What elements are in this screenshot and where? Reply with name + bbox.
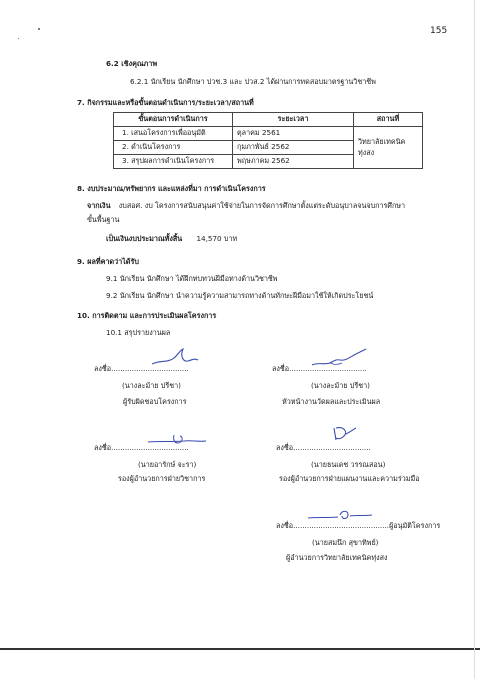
signature-line: ลงชื่อ..................................	[272, 364, 367, 373]
budget-total	[106, 234, 237, 243]
expected-result-item: 9.2 นักเรียน นักศึกษา นำความรู้ความสามารถทางด้านทักษะฝีมือมาใช้ให้เกิดประโยชน์	[106, 291, 374, 300]
signatory-title: รองผู้อำนวยการฝ่ายแผนงานและความร่วมมือ	[279, 474, 420, 483]
budget-total-label: เป็นเงินงบประมาณทั้งสิ้น	[106, 234, 183, 243]
section-8-heading: 8. งบประมาณ/ทรัพยากร และแหล่งที่มา การดำเนินโครงการ	[77, 184, 266, 193]
period-cell: พฤษภาคม 2562	[233, 155, 354, 169]
activity-table	[113, 112, 423, 169]
handwritten-signature	[146, 431, 208, 449]
signatory-name: (นางละม้าย ปรีชา)	[122, 381, 181, 390]
column-header: สถานที่	[354, 113, 423, 127]
section-10-1: 10.1 สรุปรายงานผล	[106, 328, 171, 337]
period-cell: ตุลาคม 2561	[233, 127, 354, 141]
signatory-name: (นายสมนึก สุขาทิพย์)	[312, 538, 379, 547]
page-right-edge	[474, 0, 475, 679]
handwritten-signature	[310, 347, 368, 371]
signatory-name: (นางละม้าย ปรีชา)	[311, 381, 370, 390]
table-row	[114, 127, 423, 141]
column-header: ขั้นตอนการดำเนินการ	[114, 113, 233, 127]
scan-mark-dot	[38, 28, 40, 30]
table-header-row	[114, 113, 423, 127]
section-6-2-heading: 6.2 เชิงคุณภาพ	[106, 59, 158, 68]
signature-line: ลงชื่อ..................................	[94, 364, 189, 373]
signatory-name: (นายอารักษ์ จะรา)	[138, 460, 197, 469]
budget-source-label: จากเงิน	[87, 201, 111, 210]
handwritten-signature	[330, 424, 358, 444]
signature-line: ลงชื่อ..................................	[94, 443, 189, 452]
expected-result-item: 9.1 นักเรียน นักศึกษา ได้ฝึกทบทวนฝีมือทางด้านวิชาชีพ	[106, 274, 278, 283]
signatory-name: (นายธนเดช วรรณสอน)	[311, 460, 386, 469]
signatory-title: ผู้รับผิดชอบโครงการ	[123, 397, 187, 406]
signatory-title: ผู้อำนวยการวิทยาลัยเทคนิคทุ่งสง	[286, 553, 388, 562]
handwritten-signature	[150, 346, 200, 370]
page-number: 155	[430, 26, 448, 36]
signatory-title: หัวหน้างานวัดผลและประเมินผล	[282, 397, 381, 406]
signatory-title: รองผู้อำนวยการฝ่ายวิชาการ	[118, 474, 206, 483]
section-6-2-item: 6.2.1 นักเรียน นักศึกษา ปวช.3 และ ปวส.2 ได้ผ่านการทดสอบมาตรฐานวิชาชีพ	[130, 77, 376, 86]
step-cell: 2. ดำเนินโครงการ	[114, 141, 233, 155]
budget-total-value: 14,570 บาท	[196, 234, 238, 243]
page-bottom-edge	[0, 648, 480, 650]
scan-mark-dot	[18, 38, 19, 39]
budget-source-line2: ขั้นพื้นฐาน	[87, 215, 120, 224]
period-cell: กุมภาพันธ์ 2562	[233, 141, 354, 155]
budget-source-text: งบสอศ. งบ โครงการสนับสนุนค่าใช้จ่ายในการจัดการศึกษาตั้งแต่ระดับอนุบาลจนจบการศึกษา	[118, 201, 406, 210]
handwritten-signature	[306, 506, 374, 524]
signature-line: ลงชื่อ..................................	[276, 443, 371, 452]
budget-source	[87, 201, 405, 210]
section-7-heading: 7. กิจกรรมและหรือขั้นตอนดำเนินการ/ระยะเวลา/สถานที่	[77, 98, 254, 107]
step-cell: 1. เสนอโครงการเพื่ออนุมัติ	[114, 127, 233, 141]
step-cell: 3. สรุปผลการดำเนินโครงการ	[114, 155, 233, 169]
signature-line: ลงชื่อ..........................................ผู้อนุมัติโครงการ	[276, 521, 441, 530]
section-9-heading: 9. ผลที่คาดว่าได้รับ	[77, 257, 139, 266]
section-10-heading: 10. การติดตาม และการประเมินผลโครงการ	[77, 311, 217, 320]
place-cell: วิทยาลัยเทคนิคทุ่งสง	[354, 127, 423, 169]
column-header: ระยะเวลา	[233, 113, 354, 127]
